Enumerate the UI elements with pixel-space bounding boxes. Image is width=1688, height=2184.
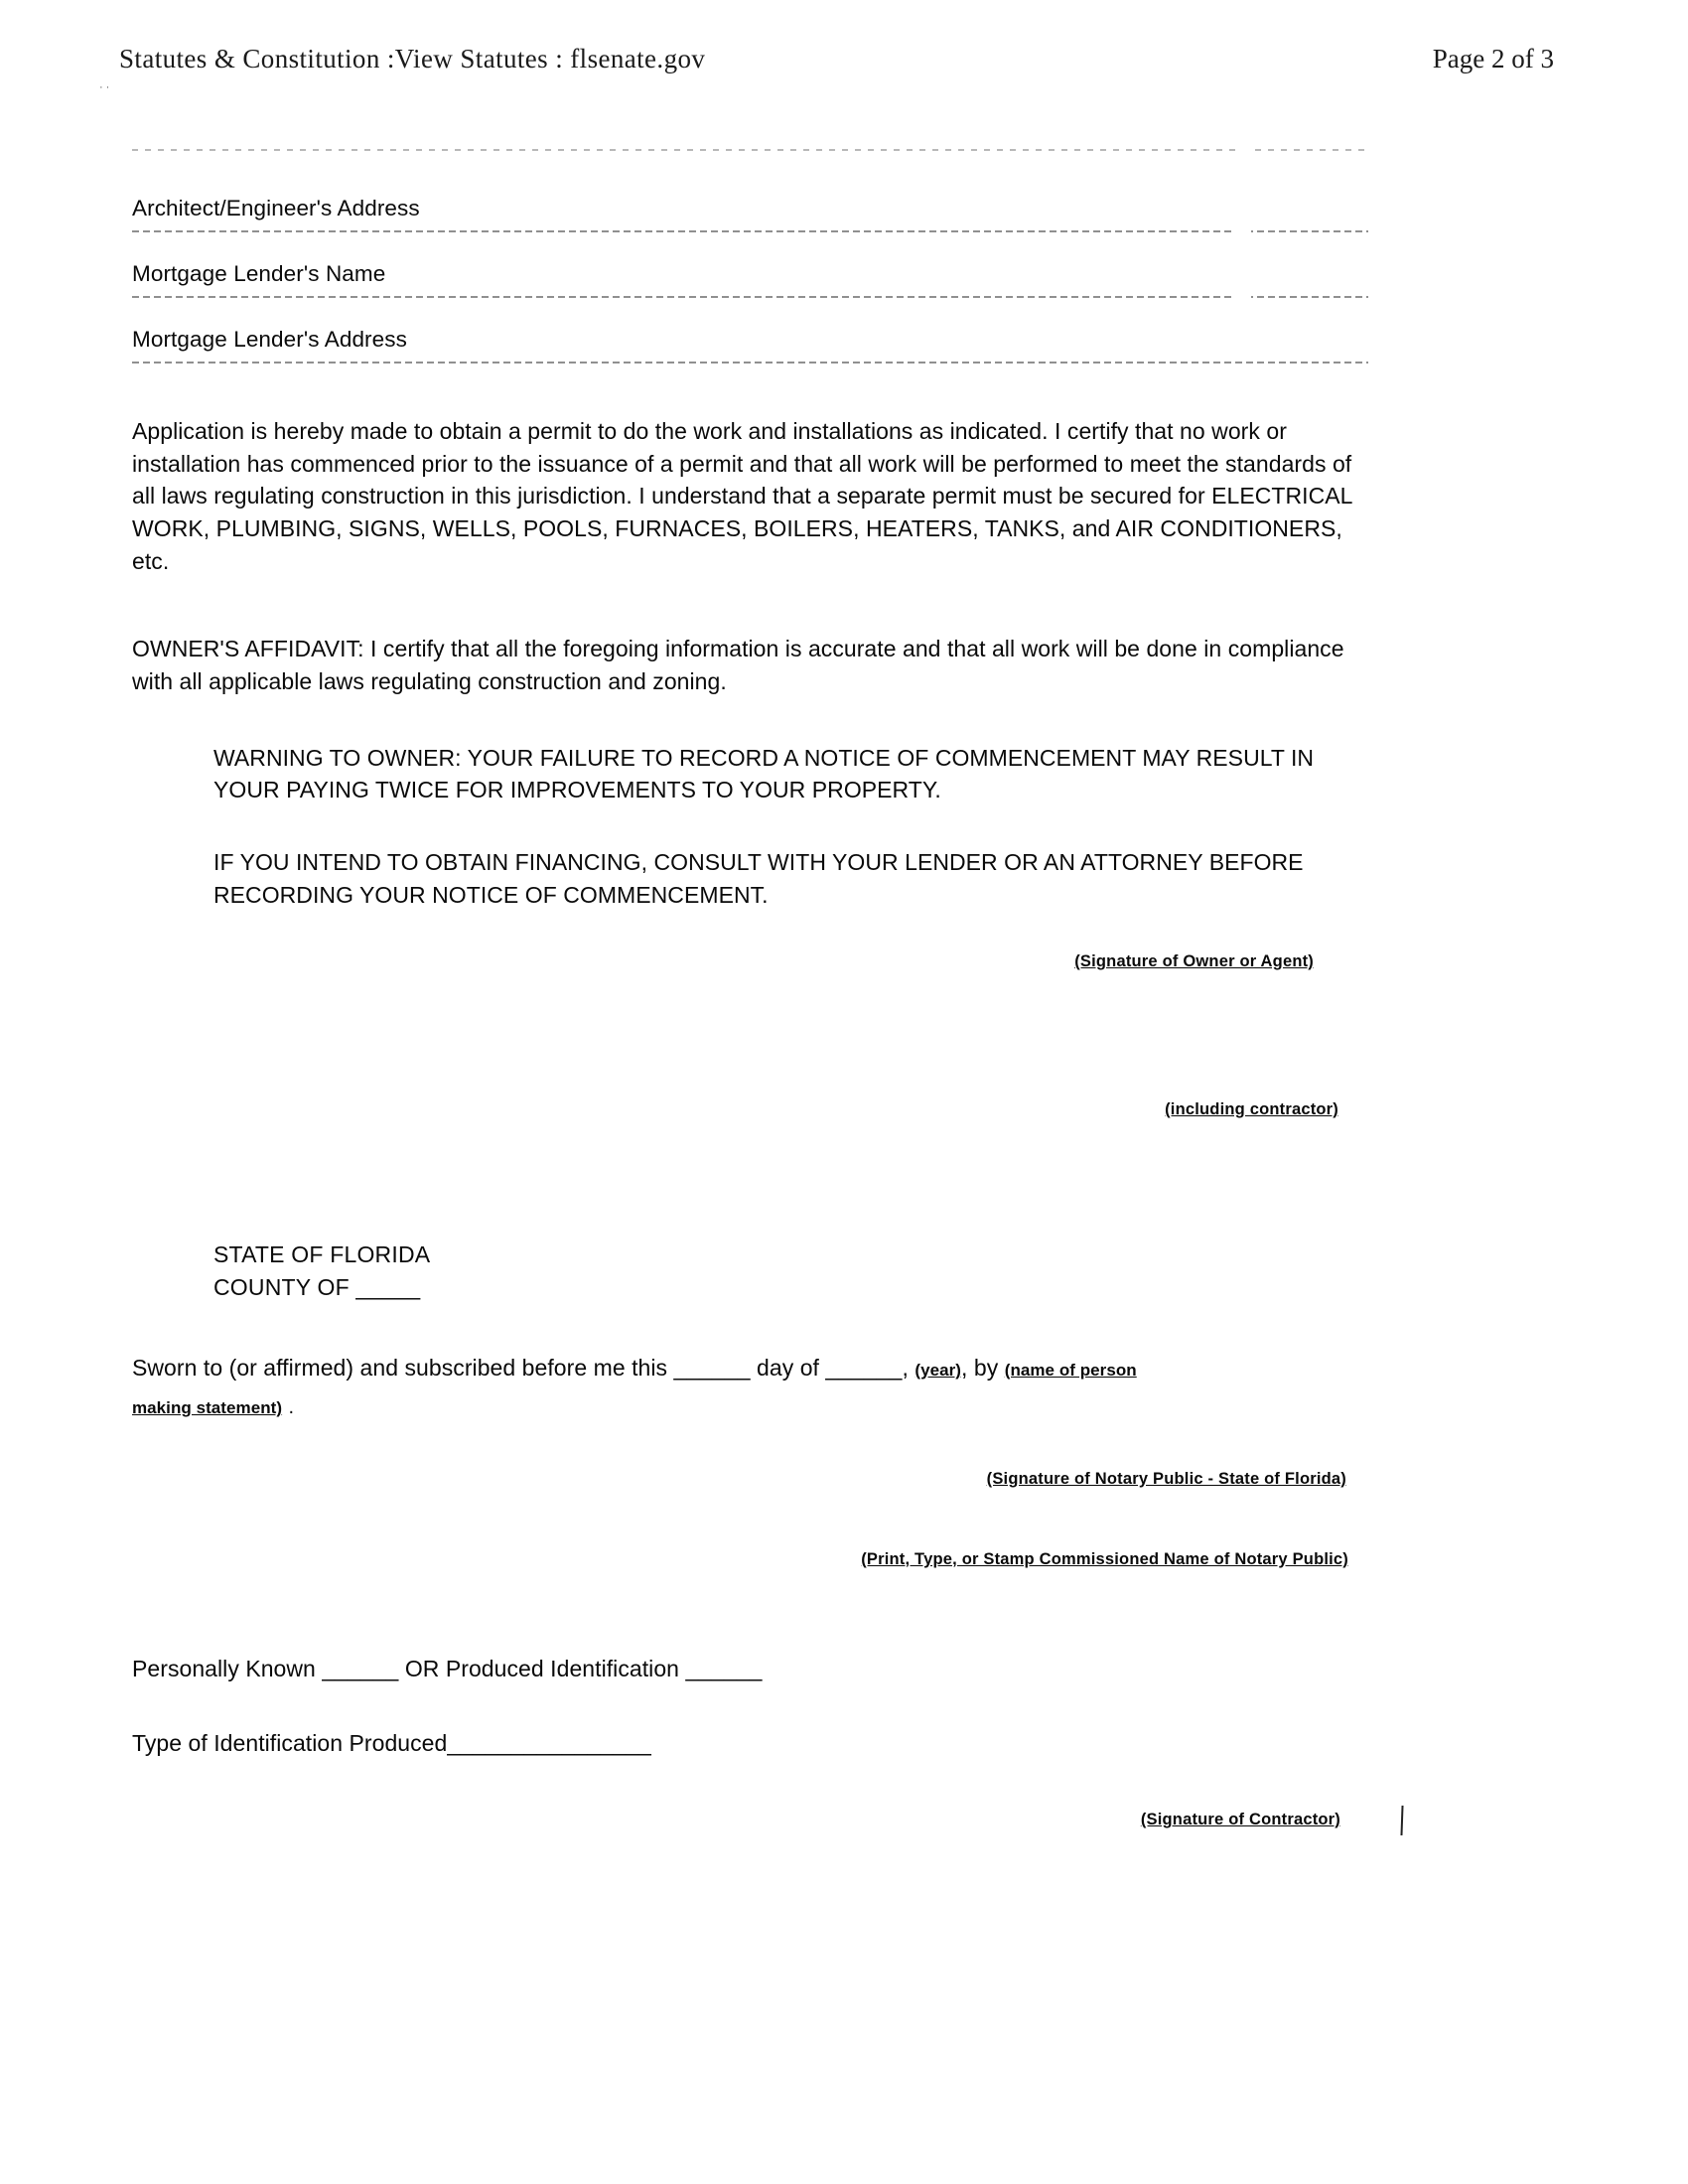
sworn-name-of-person-blank: (name of person bbox=[1004, 1360, 1137, 1380]
field-mortgage-lender-address bbox=[132, 326, 1368, 364]
scan-speck-mark: ·· bbox=[99, 81, 113, 93]
field-rule bbox=[132, 230, 1368, 232]
document-body bbox=[132, 149, 1368, 1829]
signature-contractor-label: (Signature of Contractor) bbox=[1140, 1811, 1340, 1829]
signature-notary-label: (Signature of Notary Public - State of Florida) bbox=[986, 1469, 1346, 1488]
field-label: Mortgage Lender's Name bbox=[132, 261, 386, 286]
application-paragraph: Application is hereby made to obtain a permit to do the work and installations as indicated. I certify that no work or installation has commenced prior to the issuance of a permit and that all work will be performed to meet the standards of all laws regulating construction in this jurisdiction. I understand that a separate permit must be secured for ELECTRICAL WORK, PLUMBING, SIGNS, WELLS, POOLS, FURNACES, BOILERS, HEATERS, TANKS, and AIR CONDITIONERS, etc. bbox=[132, 418, 1352, 574]
form-rule-top bbox=[132, 149, 1368, 151]
header-title: Statutes & Constitution :View Statutes : flsenate.gov bbox=[119, 44, 706, 73]
county-of-line: COUNTY OF _____ bbox=[213, 1273, 421, 1300]
sworn-statement-text: Sworn to (or affirmed) and subscribed before me this ______ day of ______, bbox=[132, 1354, 909, 1381]
type-of-identification-line: Type of Identification Produced________________ bbox=[132, 1729, 651, 1756]
warning-to-owner-paragraph: WARNING TO OWNER: YOUR FAILURE TO RECORD A NOTICE OF COMMENCEMENT MAY RESULT IN YOUR PAYING TWICE FOR IMPROVEMENTS TO YOUR PROPERTY. bbox=[213, 744, 1315, 803]
personally-known-line: Personally Known ______ OR Produced Identification ______ bbox=[132, 1655, 763, 1681]
state-of-florida-line: STATE OF FLORIDA bbox=[213, 1241, 431, 1268]
sworn-statement-continuation bbox=[132, 1389, 1368, 1422]
sworn-statement-line: Sworn to (or affirmed) and subscribed before me this ______ day of ______, (year), by (name of person bbox=[132, 1354, 1137, 1381]
field-architect-engineer-address bbox=[132, 195, 1368, 232]
ink-stroke-mark bbox=[1400, 1806, 1403, 1835]
field-rule bbox=[132, 296, 1368, 298]
signature-owner-or-agent-label: (Signature of Owner or Agent) bbox=[1074, 952, 1314, 971]
page-header bbox=[0, 44, 1688, 93]
sworn-making-statement-blank: making statement) bbox=[132, 1398, 283, 1418]
field-rule bbox=[132, 362, 1368, 364]
sworn-year-blank: (year) bbox=[914, 1360, 961, 1380]
including-contractor-label: (including contractor) bbox=[1165, 1100, 1338, 1119]
sworn-period: . bbox=[288, 1396, 295, 1419]
field-label: Architect/Engineer's Address bbox=[132, 196, 420, 220]
field-mortgage-lender-name bbox=[132, 260, 1368, 298]
print-type-stamp-label: (Print, Type, or Stamp Commissioned Name of Notary Public) bbox=[861, 1549, 1348, 1568]
header-page-number: Page 2 of 3 bbox=[1432, 44, 1554, 73]
field-label: Mortgage Lender's Address bbox=[132, 327, 407, 352]
financing-notice-paragraph: IF YOU INTEND TO OBTAIN FINANCING, CONSULT WITH YOUR LENDER OR AN ATTORNEY BEFORE RECORDING YOUR NOTICE OF COMMENCEMENT. bbox=[213, 848, 1304, 908]
sworn-by-text: by bbox=[973, 1354, 999, 1381]
owners-affidavit-paragraph: OWNER'S AFFIDAVIT: I certify that all the foregoing information is accurate and that all work will be done in compliance with all applicable laws regulating construction and zoning. bbox=[132, 636, 1344, 694]
